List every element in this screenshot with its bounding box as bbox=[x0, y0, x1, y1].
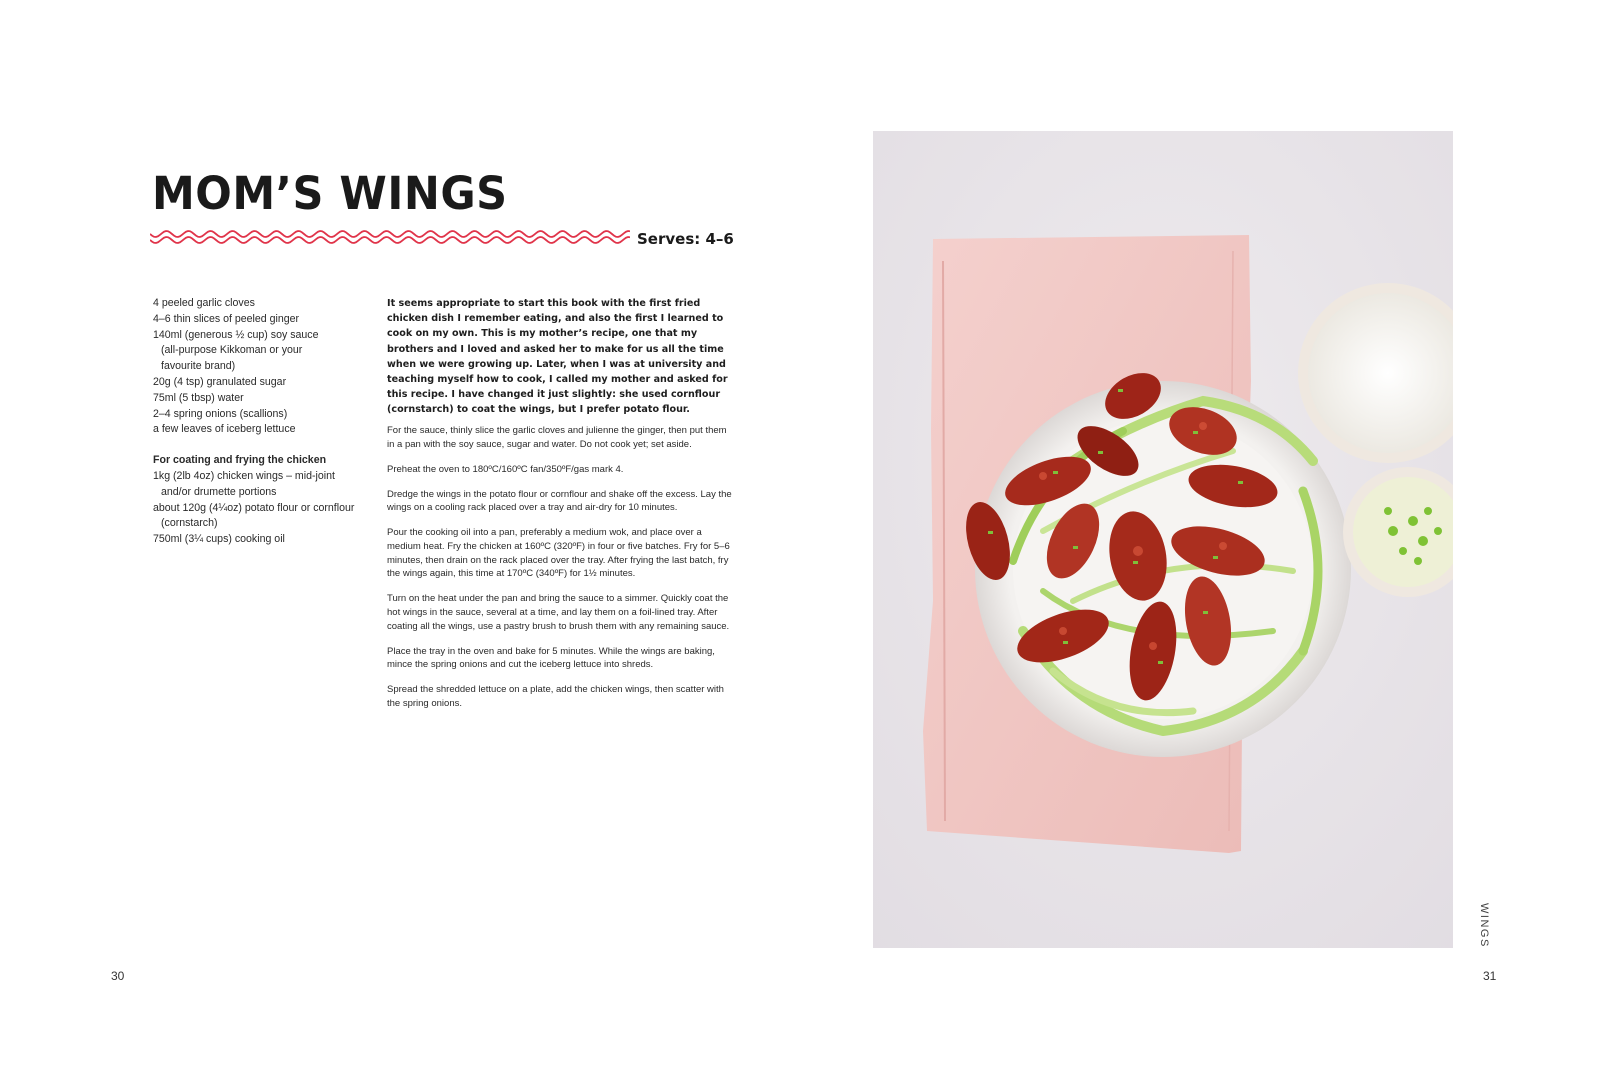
ingredient-item-continuation: (all-purpose Kikkoman or your bbox=[161, 344, 303, 357]
method-step: Pour the cooking oil into a pan, preferably a medium wok, and place over a medium heat. Fry the chicken at 160ºC (320ºF) in four or five batches. Fry for 5–6 minutes, then drain on the rack placed over the tray. After frying the last batch, fry the wings again, this time at 170ºC (340ºF) for 1½ minutes. bbox=[387, 527, 730, 580]
ingredient-item: 2–4 spring onions (scallions) bbox=[153, 407, 288, 420]
ingredient-item-continuation: (cornstarch) bbox=[161, 517, 218, 530]
ingredients-list bbox=[153, 296, 373, 548]
method-step: Turn on the heat under the pan and bring the sauce to a simmer. Quickly coat the hot wings in the sauce, several at a time, and lay them on a foil-lined tray. After coating all the wings, use a pastry brush to brush them with any remaining sauce. bbox=[387, 593, 730, 632]
ingredient-item: 140ml (generous ½ cup) soy sauce bbox=[153, 328, 319, 341]
page-number-right: 31 bbox=[1483, 969, 1497, 983]
wavy-divider bbox=[150, 229, 630, 245]
food-photo-illustration bbox=[873, 131, 1453, 948]
ingredient-item: 750ml (3¼ cups) cooking oil bbox=[153, 533, 285, 546]
page-number-left: 30 bbox=[111, 969, 125, 983]
serves-label: Serves: 4–6 bbox=[637, 230, 734, 248]
method-step: Preheat the oven to 180ºC/160ºC fan/350ºF/gas mark 4. bbox=[387, 463, 624, 475]
ingredient-item: 1kg (2lb 4oz) chicken wings – mid-joint bbox=[153, 469, 335, 482]
ingredient-item-continuation: favourite brand) bbox=[161, 360, 236, 373]
ingredient-item: 75ml (5 tbsp) water bbox=[153, 391, 244, 404]
method-step: Dredge the wings in the potato flour or cornflour and shake off the excess. Lay the wings on a cooling rack placed over a tray and air-dry for 10 minutes. bbox=[387, 488, 732, 514]
ingredient-item: 4–6 thin slices of peeled ginger bbox=[153, 312, 300, 325]
ingredient-item: a few leaves of iceberg lettuce bbox=[153, 423, 296, 436]
section-label: WINGS bbox=[1478, 903, 1490, 948]
method-step: Spread the shredded lettuce on a plate, add the chicken wings, then scatter with the spring onions. bbox=[387, 684, 724, 709]
recipe-intro: It seems appropriate to start this book with the first fried chicken dish I remember eating, and also the first I learned to cook on my own. This is my mother’s recipe, one that my brothers and I loved and asked her to make for us all the time when we were growing up. Later, when I was at university and teaching myself how to cook, I called my mother and asked for this recipe. I have changed it just slightly: she used cornflour (cornstarch) to coat the wings, but I prefer potato flour. bbox=[387, 298, 728, 416]
method-steps bbox=[387, 424, 732, 722]
recipe-photo bbox=[873, 131, 1453, 948]
ingredient-item: 20g (4 tsp) granulated sugar bbox=[153, 375, 287, 388]
ingredient-item-continuation: and/or drumette portions bbox=[161, 485, 277, 498]
method-step: Place the tray in the oven and bake for 5 minutes. While the wings are baking, mince the spring onions and cut the iceberg lettuce into shreds. bbox=[387, 645, 715, 671]
method-step: For the sauce, thinly slice the garlic cloves and julienne the ginger, then put them in a pan with the soy sauce, sugar and water. Do not cook yet; set aside. bbox=[387, 425, 727, 450]
ingredient-item: about 120g (4¼oz) potato flour or cornflour bbox=[153, 501, 355, 514]
ingredient-group-heading: For coating and frying the chicken bbox=[153, 454, 327, 467]
recipe-title: MOM’S WINGS bbox=[152, 168, 508, 221]
ingredient-item: 4 peeled garlic cloves bbox=[153, 297, 255, 309]
